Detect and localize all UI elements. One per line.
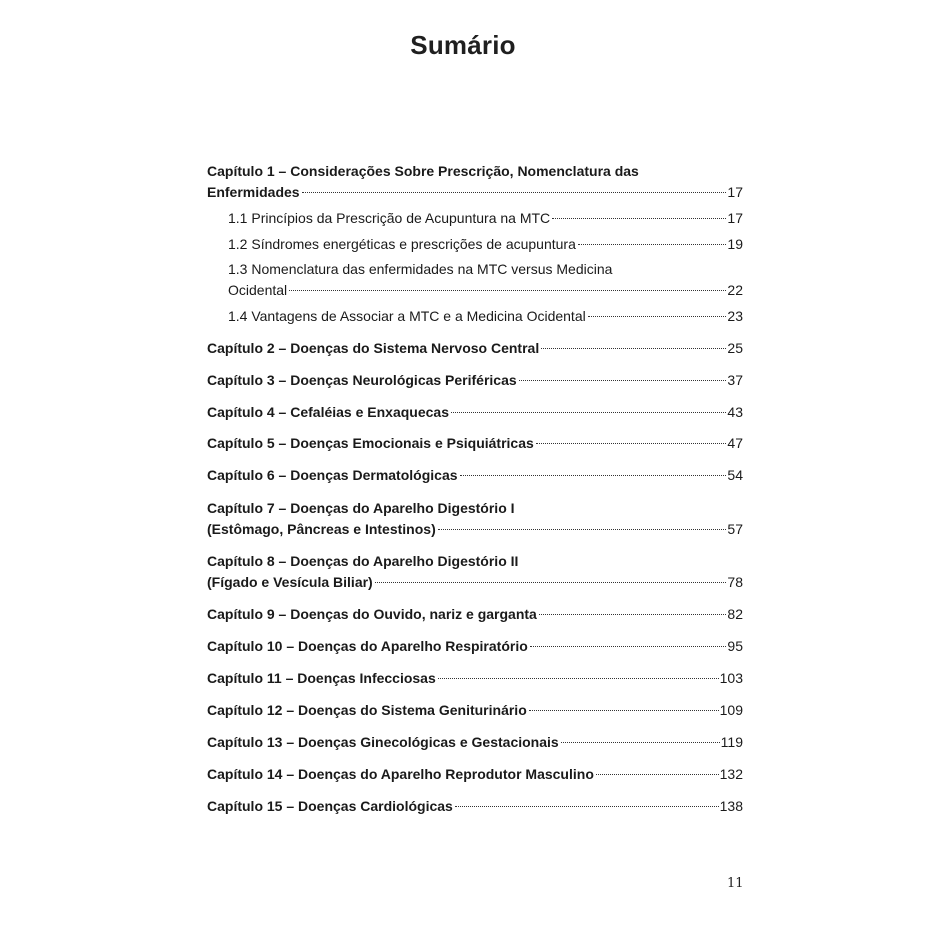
toc-entry-title-line: Capítulo 11 – Doenças Infecciosas	[207, 670, 436, 686]
dot-leader	[578, 244, 727, 245]
toc-page-number: 138	[719, 798, 743, 814]
toc-entry-title-line: 1.4 Vantagens de Associar a MTC e a Medicina Ocidental	[228, 308, 586, 324]
toc-entry-title-line: Ocidental	[228, 282, 288, 298]
toc-page-number: 37	[727, 372, 743, 388]
dot-leader	[530, 646, 727, 647]
toc-chapter-entry	[207, 668, 743, 689]
toc-page-number: 95	[727, 638, 743, 654]
toc-section-entry	[207, 259, 743, 301]
toc-page-number: 78	[727, 574, 743, 590]
toc-entry-title-line: (Estômago, Pâncreas e Intestinos)	[207, 521, 436, 537]
toc-section-entry	[207, 306, 743, 327]
toc-page-number: 23	[727, 308, 743, 324]
toc-entry-title-line: Capítulo 3 – Doenças Neurológicas Periféricas	[207, 372, 517, 388]
toc-chapter-entry	[207, 338, 743, 359]
toc-page-number: 82	[727, 606, 743, 622]
toc-chapter-entry	[207, 498, 743, 540]
toc-entry-title-line: Capítulo 6 – Doenças Dermatológicas	[207, 467, 458, 483]
toc-chapter-entry	[207, 764, 743, 785]
toc-entry-title-line: Capítulo 10 – Doenças do Aparelho Respiratório	[207, 638, 528, 654]
dot-leader	[302, 192, 727, 193]
dot-leader	[438, 678, 719, 679]
toc-entry-title-line: Enfermidades	[207, 184, 300, 200]
dot-leader	[529, 710, 719, 711]
toc-entry-title-line: Capítulo 9 – Doenças do Ouvido, nariz e garganta	[207, 606, 537, 622]
dot-leader	[451, 412, 726, 413]
toc-chapter-entry	[207, 465, 743, 486]
toc-chapter-entry	[207, 732, 743, 753]
toc-entry-title-line: (Fígado e Vesícula Biliar)	[207, 574, 373, 590]
dot-leader	[460, 475, 727, 476]
toc-entry-title-line: Capítulo 13 – Doenças Ginecológicas e Gestacionais	[207, 734, 559, 750]
toc-page-number: 132	[719, 766, 743, 782]
toc-chapter-entry	[207, 433, 743, 454]
toc-chapter-entry	[207, 700, 743, 721]
dot-leader	[596, 774, 719, 775]
toc-page-number: 47	[727, 435, 743, 451]
toc-page-number: 54	[727, 467, 743, 483]
toc-entry-title-line: Capítulo 7 – Doenças do Aparelho Digestório I	[207, 500, 515, 516]
toc-entry-title-line: Capítulo 5 – Doenças Emocionais e Psiquiátricas	[207, 435, 534, 451]
dot-leader	[552, 218, 726, 219]
toc-page-number: 17	[727, 210, 743, 226]
toc-page-number: 17	[727, 184, 743, 200]
page-title: Sumário	[410, 30, 516, 60]
toc-section-entry	[207, 208, 743, 229]
toc-page-number: 22	[727, 282, 743, 298]
dot-leader	[455, 806, 719, 807]
toc-page-number: 19	[727, 236, 743, 252]
toc-chapter-entry	[207, 402, 743, 423]
toc-entry-title-line: 1.1 Princípios da Prescrição de Acupuntura na MTC	[228, 210, 551, 226]
toc-chapter-entry	[207, 161, 743, 203]
toc-entry-title-line: Capítulo 2 – Doenças do Sistema Nervoso Central	[207, 340, 540, 356]
toc-page-number: 119	[720, 734, 743, 750]
dot-leader	[539, 614, 727, 615]
toc-chapter-entry	[207, 551, 743, 593]
dot-leader	[289, 290, 726, 291]
toc-chapter-entry	[207, 796, 743, 817]
toc-chapter-entry	[207, 636, 743, 657]
toc-page-number: 43	[727, 404, 743, 420]
toc-page-number: 103	[719, 670, 743, 686]
dot-leader	[519, 380, 727, 381]
dot-leader	[588, 316, 727, 317]
toc-page-number: 109	[719, 702, 743, 718]
toc-entry-title-line: Capítulo 14 – Doenças do Aparelho Reprodutor Masculino	[207, 766, 594, 782]
toc-chapter-entry	[207, 370, 743, 391]
toc-entry-title-line: 1.2 Síndromes energéticas e prescrições de acupuntura	[228, 236, 576, 252]
page-number: 11	[727, 876, 744, 891]
toc-entry-title-line: Capítulo 4 – Cefaléias e Enxaquecas	[207, 404, 449, 420]
toc-chapter-entry	[207, 604, 743, 625]
toc-page-number: 57	[727, 521, 743, 537]
toc-entry-title-line: Capítulo 15 – Doenças Cardiológicas	[207, 798, 453, 814]
toc-entry-title-line: Capítulo 8 – Doenças do Aparelho Digestório II	[207, 553, 519, 569]
dot-leader	[536, 443, 727, 444]
toc-section-entry	[207, 234, 743, 255]
dot-leader	[561, 742, 720, 743]
dot-leader	[438, 529, 727, 530]
toc-entry-title-line: Capítulo 12 – Doenças do Sistema Geniturinário	[207, 702, 527, 718]
dot-leader	[375, 582, 727, 583]
toc-entry-title-line: 1.3 Nomenclatura das enfermidades na MTC versus Medicina	[228, 261, 613, 277]
dot-leader	[541, 348, 726, 349]
toc-entry-title-line: Capítulo 1 – Considerações Sobre Prescrição, Nomenclatura das	[207, 163, 639, 179]
toc-page-number: 25	[727, 340, 743, 356]
